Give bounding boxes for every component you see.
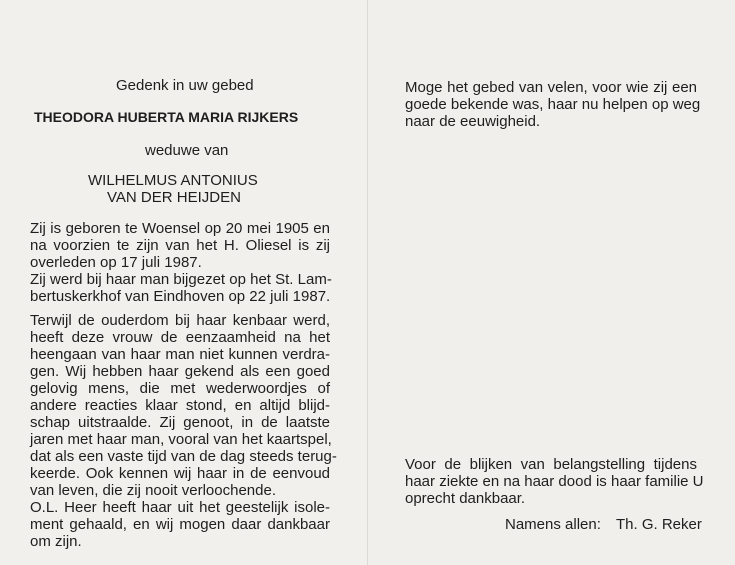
memory-line: jaren met haar man, vooral van het kaartspel, — [30, 431, 332, 448]
spouse-name-line1: WILHELMUS ANTONIUS — [88, 172, 258, 189]
relation-text: weduwe van — [145, 142, 229, 159]
prayer-line: naar de eeuwigheid. — [405, 113, 541, 130]
bio-line: bertuskerkhof van Eindhoven op 22 juli 1987. — [30, 288, 331, 305]
memory-line: heeft deze vrouw de eenzaamheid na het — [30, 329, 330, 346]
thanks-line: oprecht dankbaar. — [405, 490, 526, 507]
signoff-label: Namens allen: — [505, 516, 601, 533]
deceased-name: THEODORA HUBERTA MARIA RIJKERS — [34, 109, 299, 125]
bio-line: Zij werd bij haar man bijgezet op het St. Lam- — [30, 271, 332, 288]
memory-line: gelovig mens, die met wederwoordjes of — [30, 380, 330, 397]
prayer-line: Moge het gebed van velen, voor wie zij een — [405, 79, 697, 96]
memory-line: O.L. Heer heeft haar uit het geestelijk isole- — [30, 499, 330, 516]
prayer-header: Gedenk in uw gebed — [116, 77, 254, 94]
memory-paragraph — [30, 312, 337, 550]
bio-line: overleden op 17 juli 1987. — [30, 254, 202, 271]
memory-line: schap uitstraalde. Zij genoot, in de laatste — [30, 414, 330, 431]
thanks-line: Voor de blijken van belangstelling tijdens — [405, 456, 697, 473]
right-panel — [368, 0, 735, 565]
memory-line: om zijn. — [30, 533, 82, 550]
thanks-line: haar ziekte en na haar dood is haar familie U — [405, 473, 704, 490]
memory-line: keerde. Ook kennen wij haar in de eenvoud — [30, 465, 330, 482]
memory-line: gen. Wij hebben haar gekend als een goed — [30, 363, 330, 380]
bio-line: na voorzien te zijn van het H. Oliesel is zij — [30, 237, 330, 254]
prayer-line: goede bekende was, haar nu helpen op weg — [405, 96, 701, 113]
thanks-paragraph — [405, 456, 704, 507]
memory-line: van leven, die zij nooit verloochende. — [30, 482, 276, 499]
bio-line: Zij is geboren te Woensel op 20 mei 1905 en — [30, 220, 330, 237]
signoff-name: Th. G. Reker — [616, 516, 702, 533]
memory-line: dat als een vaste tijd van de dag steeds terug- — [30, 448, 337, 465]
memory-line: andere reacties klaar stond, en altijd blijd- — [30, 397, 330, 414]
bio-paragraph — [30, 220, 330, 305]
spouse-name-line2: VAN DER HEIJDEN — [107, 189, 241, 206]
prayer-paragraph — [405, 79, 701, 130]
memory-line: Terwijl de ouderdom bij haar kenbaar werd, — [30, 312, 330, 329]
memory-line: ment gehaald, en wij mogen daar dankbaar — [30, 516, 330, 533]
memory-line: heengaan van haar man niet kunnen verdra- — [30, 346, 330, 363]
